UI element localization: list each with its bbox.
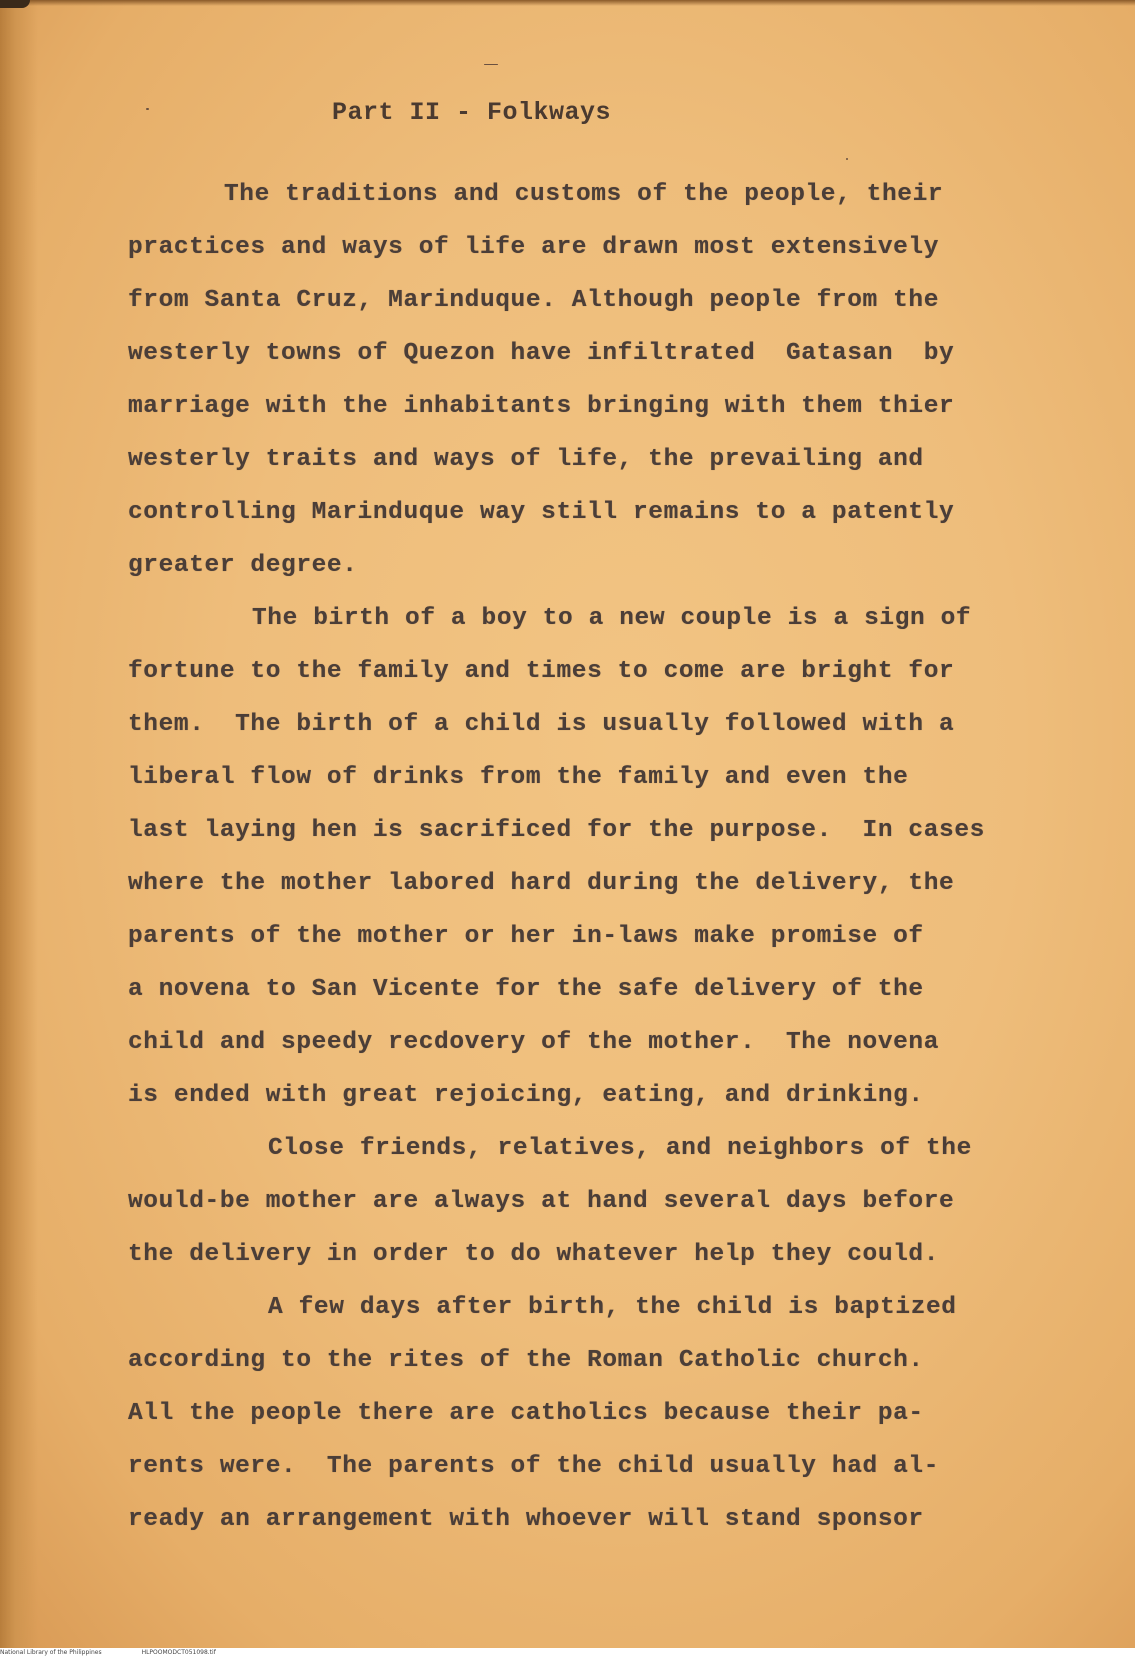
text-line: ready an arrangement with whoever will stand sponsor bbox=[128, 1506, 924, 1533]
text-line: marriage with the inhabitants bringing with them thier bbox=[128, 393, 955, 420]
text-line: is ended with great rejoicing, eating, and drinking. bbox=[128, 1082, 924, 1109]
ink-speck bbox=[846, 158, 848, 160]
text-line: rents were. The parents of the child usually had al- bbox=[128, 1453, 940, 1480]
page-binding-shadow bbox=[0, 0, 38, 1648]
text-line: liberal flow of drinks from the family and even the bbox=[128, 764, 909, 791]
text-line: according to the rites of the Roman Catholic church. bbox=[128, 1347, 924, 1374]
text-line: fortune to the family and times to come are bright for bbox=[128, 658, 955, 685]
text-line: All the people there are catholics because their pa- bbox=[128, 1400, 924, 1427]
text-line: The traditions and customs of the people, their bbox=[224, 181, 944, 208]
corner-mark bbox=[0, 0, 30, 8]
text-line: Close friends, relatives, and neighbors of the bbox=[268, 1135, 972, 1162]
page-heading: Part II - Folkways bbox=[332, 98, 612, 127]
text-line: a novena to San Vicente for the safe delivery of the bbox=[128, 976, 924, 1003]
page-top-edge bbox=[0, 0, 1135, 6]
footer-library: National Library of the Philippines bbox=[0, 1649, 102, 1656]
bleed-through bbox=[640, 112, 922, 142]
text-line: The birth of a boy to a new couple is a sign of bbox=[252, 605, 972, 632]
ink-speck bbox=[146, 108, 149, 110]
text-line: controlling Marinduque way still remains to a patently bbox=[128, 499, 955, 526]
text-line: child and speedy recdovery of the mother. The novena bbox=[128, 1029, 940, 1056]
footer-file-id: HLPOOMODCT051098.tif bbox=[141, 1649, 216, 1656]
text-line: greater degree. bbox=[128, 552, 358, 579]
text-line: the delivery in order to do whatever help they could. bbox=[128, 1241, 940, 1268]
text-line: parents of the mother or her in-laws make promise of bbox=[128, 923, 924, 950]
text-line: A few days after birth, the child is baptized bbox=[268, 1294, 957, 1321]
text-line: westerly traits and ways of life, the prevailing and bbox=[128, 446, 924, 473]
text-line: practices and ways of life are drawn most extensively bbox=[128, 234, 940, 261]
scan-footer bbox=[0, 1648, 1135, 1658]
text-line: would-be mother are always at hand several days before bbox=[128, 1188, 955, 1215]
text-line: where the mother labored hard during the delivery, the bbox=[128, 870, 955, 897]
text-line: last laying hen is sacrificed for the purpose. In cases bbox=[128, 817, 985, 844]
text-line: from Santa Cruz, Marinduque. Although people from the bbox=[128, 287, 940, 314]
text-line: them. The birth of a child is usually followed with a bbox=[128, 711, 955, 738]
text-line: westerly towns of Quezon have infiltrated Gatasan by bbox=[128, 340, 955, 367]
ink-speck bbox=[484, 64, 498, 65]
